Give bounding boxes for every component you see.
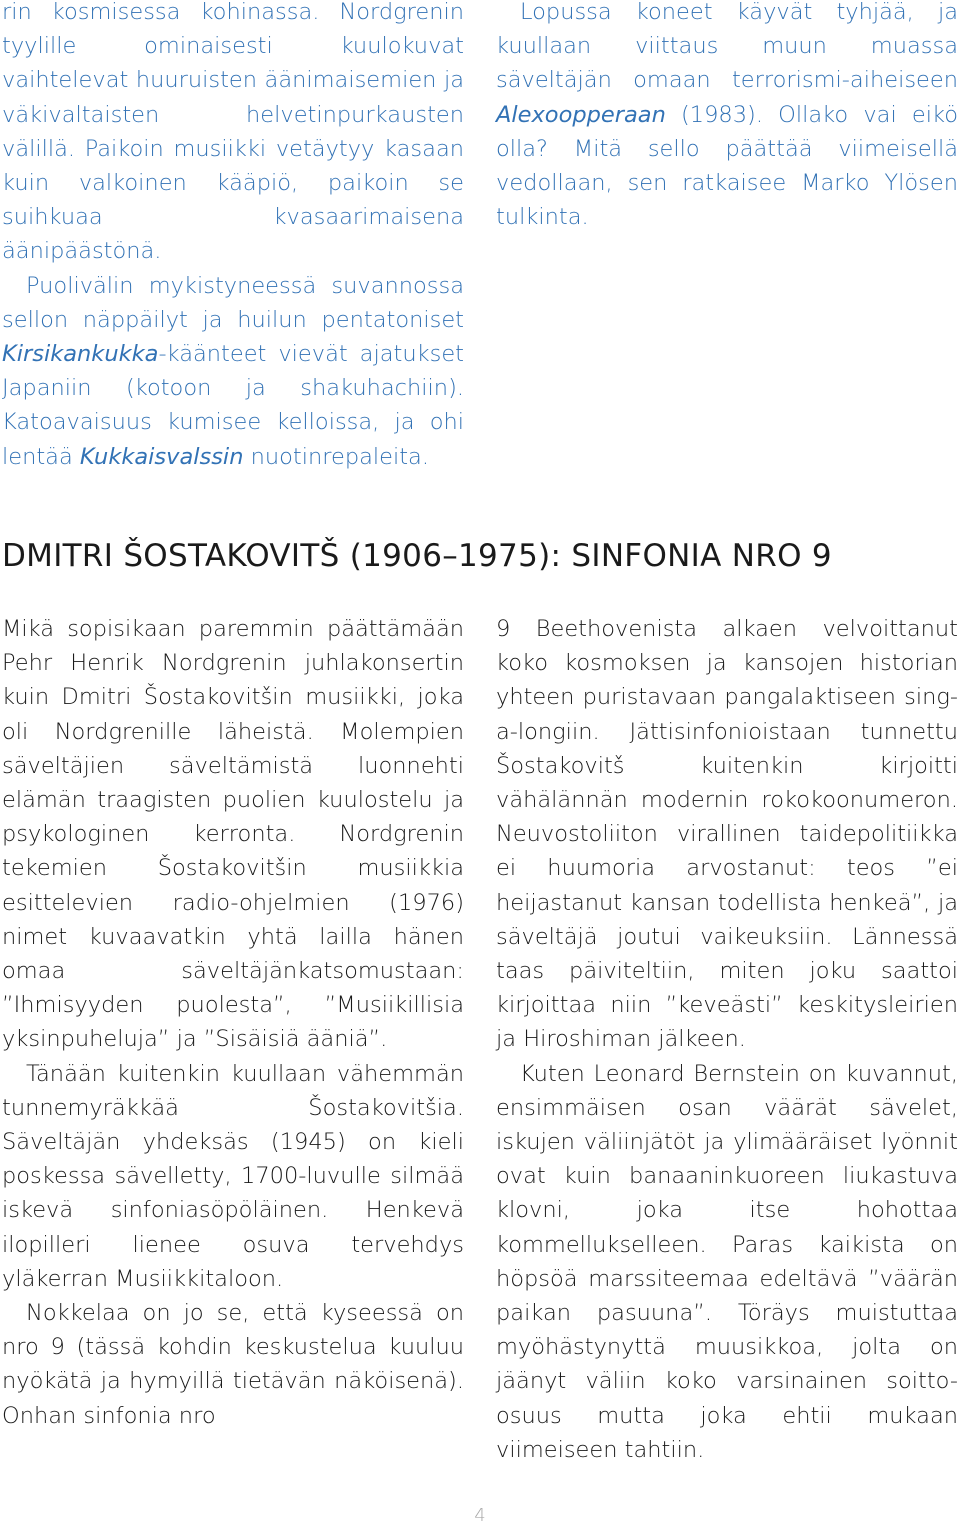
paragraph: Nokkelaa on jo se, että kyseessä on nro 9 (tässä kohdin keskustelua kuuluu nyökätä ja hymyillä tietävän näköisenä). Onhan sinfonia nro	[2, 1300, 464, 1429]
paragraph: Kuten Leonard Bernstein on kuvannut, ensimmäisen osan väärät sävelet, iskujen väliinjätöt ja ylimääräiset lyönnit ovat kuin banaaninkuoreen liukastuva klovni, joka itse hohottaa kommellukselleen. Paras kaikista on höpsöä marssiteemaa edeltävä ”väärän paikan pasuuna”. Töräys muistuttaa myöhästynyttä muusikkoa, jolta on jäänyt väliin koko varsinainen soitto-osuus mutta joka ehtii mukaan viimeiseen tahtiin.	[496, 1060, 958, 1463]
work-title: Kukkaisvalssin	[79, 443, 244, 470]
text-run: -käänteet vievät ajatukset Japaniin (kotoon ja shakuhachiin). Katoavaisuus kumisee kelloissa, ja ohi lentää	[2, 341, 464, 470]
section-right-column	[496, 612, 958, 1467]
paragraph	[2, 269, 464, 474]
paragraph: Mikä sopisikaan paremmin päättämään Pehr Henrik Nordgrenin juhlakonsertin kuin Dmitri Šostakovitšin musiikki, joka oli Nordgrenille läheistä. Molempien säveltäjien säveltämistä luonnehti elämän traagisten puolien kuulostelu ja psykologinen kerronta. Nordgrenin tekemien Šostakovitšin musiikkia esittelevien radio-ohjelmien (1976) nimet kuvaavatkin yhtä lailla hänen omaa säveltäjänkatsomustaan: ”Ihmisyyden puolesta”, ”Musiikillisia yksinpuheluja” ja ”Sisäisiä ääniä”.	[2, 616, 464, 1053]
paragraph	[496, 0, 958, 234]
work-title: Alexoopperaan	[496, 101, 666, 128]
paragraph: Tänään kuitenkin kuullaan vähemmän tunnemyräkkää Šostakovitšia. Säveltäjän yhdeksäs (1945) on kieli poskessa sävelletty, 1700-luvulle silmää iskevä sinfoniasöpöläinen. Henkevä ilopilleri lienee osuva tervehdys yläkerran Musiikkitaloon.	[2, 1060, 464, 1292]
text-run: nuotinrepaleita.	[243, 443, 430, 470]
work-title: Kirsikankukka	[2, 341, 159, 368]
top-right-column	[496, 0, 958, 234]
text-run: (1983). Ollako vai eikö olla? Mitä sello päättää viimeisellä vedollaan, sen ratkaisee Marko Ylösen tulkinta.	[496, 101, 958, 231]
paragraph: rin kosmisessa kohinassa. Nordgrenin tyylille ominaisesti kuulokuvat vaihtelevat huuruisten äänimaisemien ja väkivaltaisten helvetinpurkausten välillä. Paikoin musiikki vetäytyy kasaan kuin valkoinen kääpiö, paikoin se suihkuaa kvasaarimaisena äänipäästönä.	[2, 0, 464, 265]
text-run: Lopussa koneet käyvät tyhjää, ja kuullaan viittaus muun muassa säveltäjän omaan terrorismi-aiheiseen	[496, 0, 958, 94]
text-run: Puolivälin mykistyneessä suvannossa sellon näppäilyt ja huilun pentatoniset	[2, 272, 464, 333]
top-left-column	[2, 0, 464, 474]
section-left-column	[2, 612, 464, 1433]
page-number: 4	[474, 1505, 486, 1526]
paragraph: 9 Beethovenista alkaen velvoittanut koko kosmoksen ja kansojen historian yhteen puristavaan pangalaktiseen sing-a-longiin. Jättisinfonioistaan tunnettu Šostakovitš kuitenkin kirjoitti vähälännän modernin rokokoonumeron. Neuvostoliiton virallinen taidepolitiikka ei huumoria arvostanut: teos ”ei heijastanut kansan todellista henkeä”, ja säveltäjä joutui vaikeuksiin. Lännessä taas päiviteltiin, miten joku saattoi kirjoittaa niin ”keveästi” keskitysleirien ja Hiroshiman jälkeen.	[496, 616, 958, 1053]
section-heading: DMITRI ŠOSTAKOVITŠ (1906–1975): SINFONIA NRO 9	[2, 538, 832, 574]
